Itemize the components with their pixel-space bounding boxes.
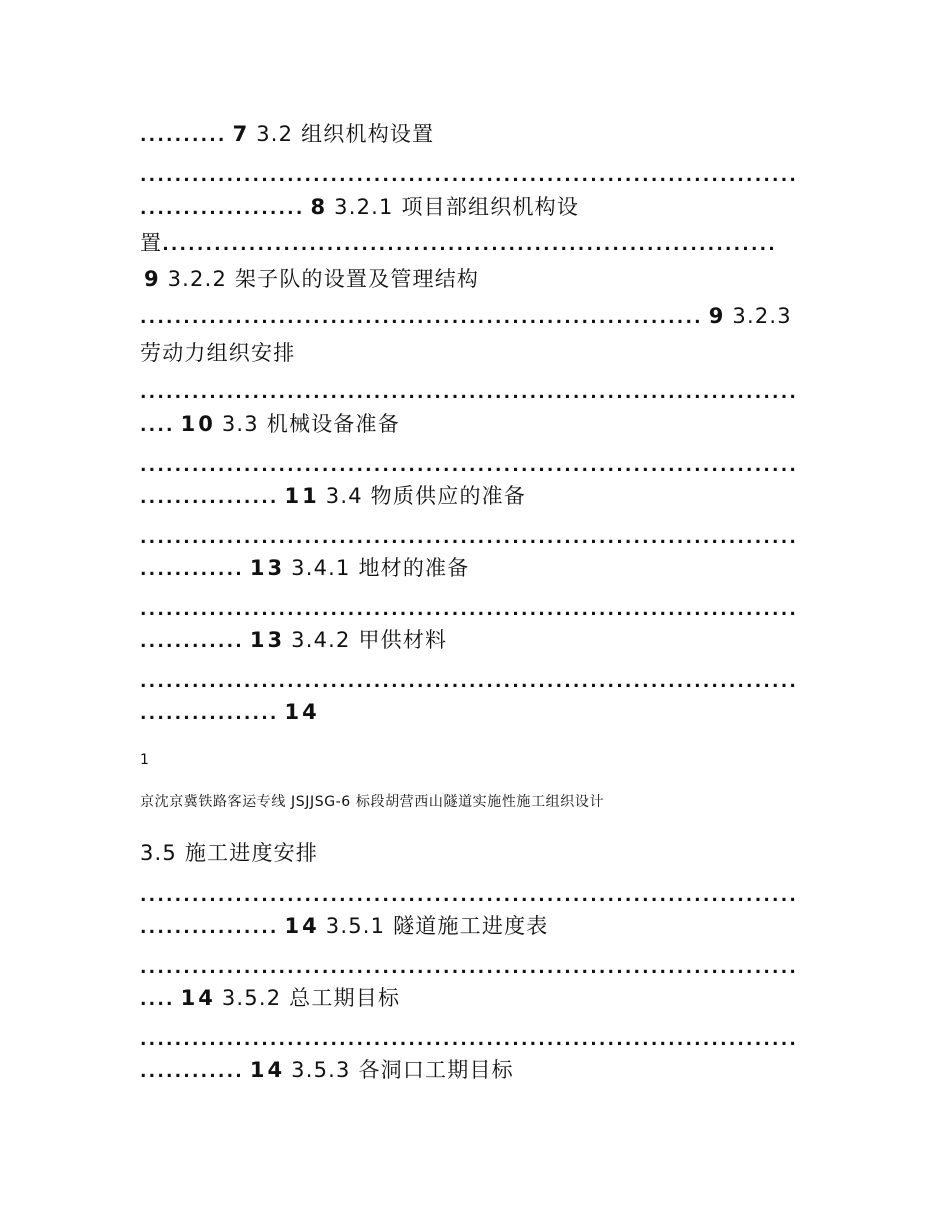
toc-title: 3.2.1 项目部组织机构设 — [334, 195, 580, 219]
toc-line — [140, 839, 318, 867]
toc-line — [144, 265, 479, 293]
leader-dots: ............................................................................ — [140, 886, 799, 906]
leader-dots: ....................................................................... — [162, 235, 777, 255]
toc-line — [140, 482, 526, 512]
toc-line — [140, 594, 798, 624]
leader-dots: ............................................................................ — [140, 600, 799, 620]
toc-line — [140, 377, 798, 407]
leader-dots: .......... — [140, 126, 227, 146]
leader-dots: ................ — [140, 488, 279, 508]
toc-title: 劳动力组织安排 — [140, 341, 296, 365]
page-ref: 8 — [310, 195, 329, 219]
toc-title: 3.2 组织机构设置 — [256, 122, 435, 146]
leader-dots: .... — [140, 990, 175, 1010]
toc-line — [140, 410, 400, 440]
toc-title: 3.4.1 地材的准备 — [291, 556, 470, 580]
page-ref: 10 — [180, 412, 216, 436]
toc-title: 3.4 物质供应的准备 — [325, 484, 527, 508]
toc-line — [140, 229, 777, 259]
leader-dots: ............ — [140, 1062, 244, 1082]
toc-line — [140, 698, 326, 728]
leader-dots: ................................................................. — [140, 308, 703, 328]
leader-dots: ................ — [140, 918, 279, 938]
toc-line — [140, 450, 798, 480]
page-ref: 14 — [284, 914, 320, 938]
toc-line — [140, 626, 447, 656]
leader-dots: .... — [140, 416, 175, 436]
leader-dots: ............................................................................ — [140, 1030, 799, 1050]
toc-line — [140, 984, 400, 1014]
toc-title: 3.5.2 总工期目标 — [221, 986, 401, 1010]
toc-title: 3.4.2 甲供材料 — [291, 628, 448, 652]
toc-line — [140, 302, 792, 332]
toc-title: 3.2.3 — [732, 304, 792, 328]
page-ref: 14 — [180, 986, 216, 1010]
toc-title: 3.5.3 各洞口工期目标 — [291, 1058, 514, 1082]
page-number: 1 — [140, 752, 150, 768]
leader-dots: ............ — [140, 632, 244, 652]
toc-title: 3.2.2 架子队的设置及管理结构 — [167, 267, 480, 291]
leader-dots: ............................................................................ — [140, 958, 799, 978]
toc-line — [140, 522, 798, 552]
leader-dots: ............................................................................ — [140, 672, 799, 692]
toc-line — [140, 339, 295, 367]
page-ref: 14 — [284, 700, 320, 724]
toc-line — [140, 952, 798, 982]
leader-dots: ............................................................................ — [140, 383, 799, 403]
page-ref: 13 — [249, 556, 286, 580]
leader-dots: ............................................................................ — [140, 528, 799, 548]
page-ref: 7 — [232, 122, 251, 146]
leader-dots: ................ — [140, 704, 279, 724]
page-ref: 9 — [708, 304, 727, 328]
page-ref: 14 — [249, 1058, 286, 1082]
page-ref: 13 — [249, 628, 286, 652]
toc-title: 3.5.1 隧道施工进度表 — [325, 914, 549, 938]
toc-line — [140, 880, 798, 910]
page-ref: 9 — [144, 267, 162, 291]
leader-dots: ................... — [140, 199, 305, 219]
leader-dots: ............................................................................ — [140, 456, 799, 476]
leader-dots: ............ — [140, 560, 244, 580]
toc-title: 置 — [140, 231, 163, 255]
toc-line — [140, 554, 469, 584]
toc-line — [140, 912, 548, 942]
toc-title: 3.5 施工进度安排 — [140, 841, 319, 865]
toc-line — [140, 666, 798, 696]
toc-line — [140, 1056, 514, 1086]
running-header: 京沈京冀铁路客运专线 JSJJSG-6 标段胡营西山隧道实施性施工组织设计 — [140, 794, 605, 810]
leader-dots: ............................................................................ — [140, 166, 799, 186]
toc-line — [140, 120, 434, 150]
toc-line — [140, 1024, 798, 1054]
toc-line — [140, 160, 798, 190]
page-ref: 11 — [284, 484, 320, 508]
toc-title: 3.3 机械设备准备 — [221, 412, 400, 436]
toc-line — [140, 193, 579, 223]
